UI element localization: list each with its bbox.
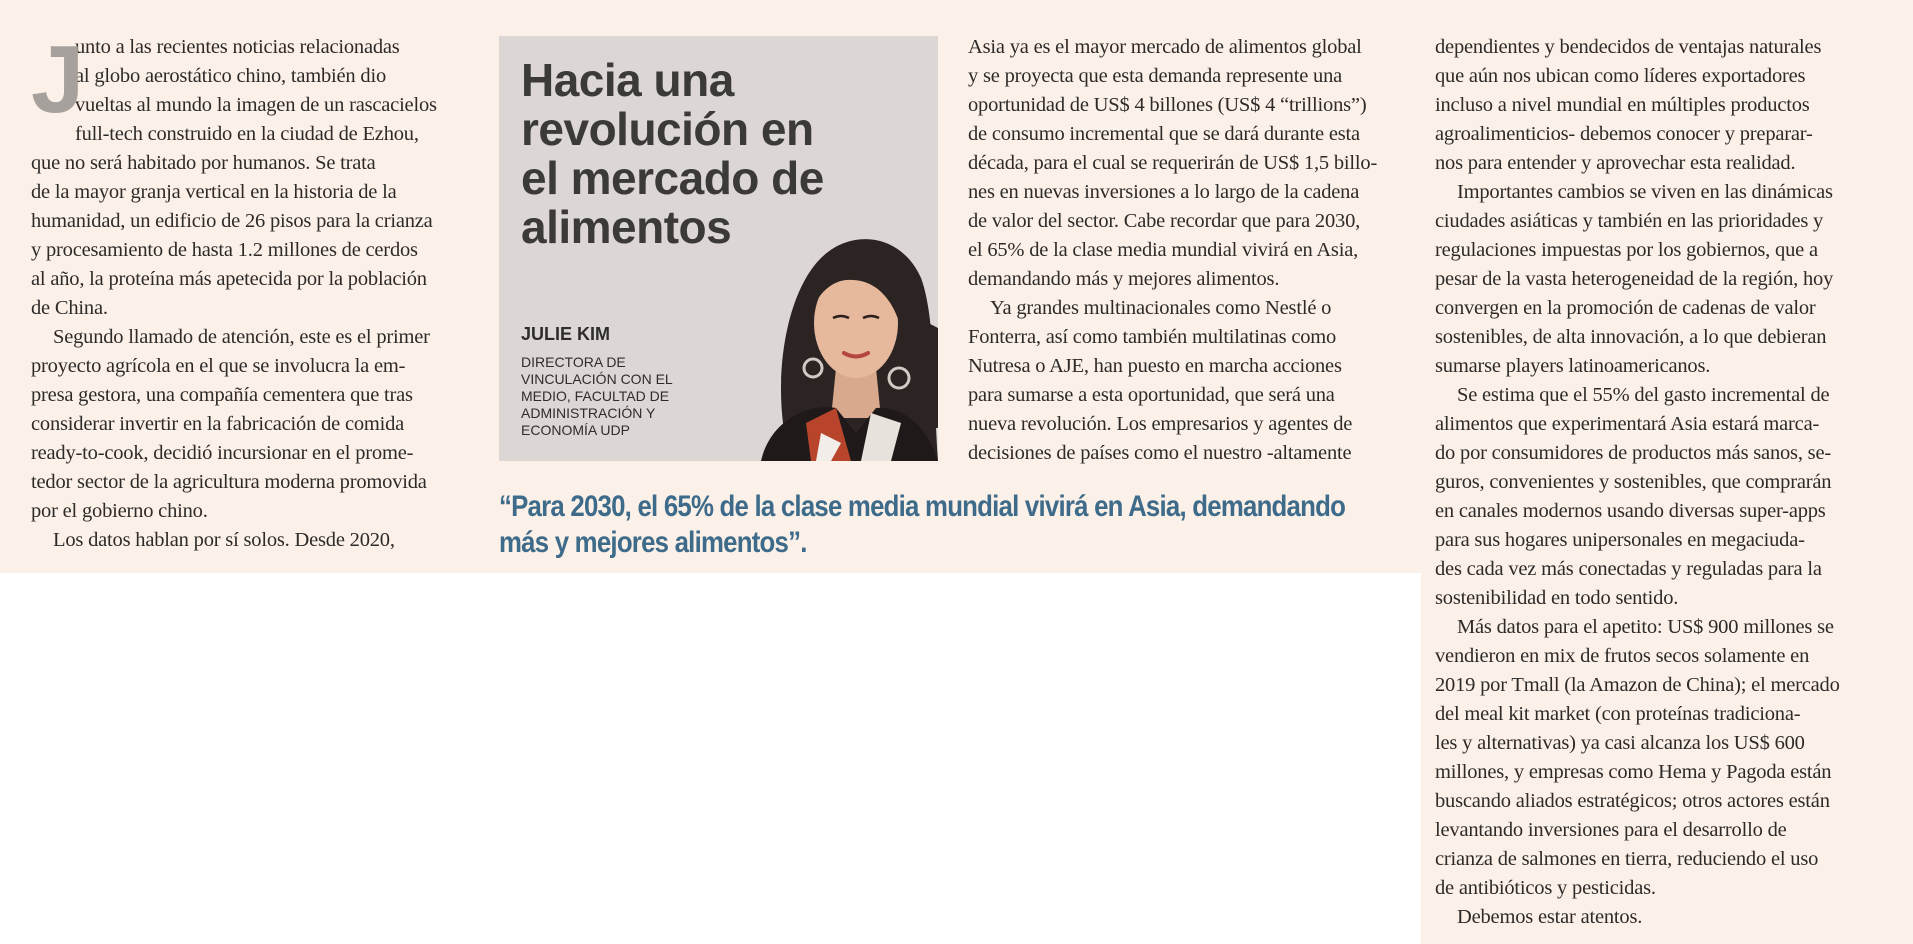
text-line: nueva revolución. Los empresarios y agentes de	[968, 413, 1353, 435]
text-line: al año, la proteína más apetecida por la población	[31, 268, 427, 290]
text-line: pesar de la vasta heterogeneidad de la región, hoy	[1435, 268, 1834, 290]
text-line: Fonterra, así como también multilatinas como	[968, 326, 1337, 348]
author-role-line: DIRECTORA DE	[521, 354, 626, 370]
text-line: que aún nos ubican como líderes exportadores	[1435, 65, 1806, 87]
text-line: alimentos que experimentará Asia estará marca-	[1435, 413, 1820, 435]
text-line: humanidad, un edificio de 26 pisos para la crianza	[31, 210, 433, 232]
text-line: Los datos hablan por sí solos. Desde 2020,	[53, 529, 395, 551]
text-line: demandando más y mejores alimentos.	[968, 268, 1280, 290]
text-line: Ya grandes multinacionales como Nestlé o	[990, 297, 1332, 319]
text-line: Segundo llamado de atención, este es el primer	[53, 326, 430, 348]
text-line: ready-to-cook, decidió incursionar en el prome-	[31, 442, 414, 464]
text-line: decisiones de países como el nuestro -altamente	[968, 442, 1352, 464]
text-line: sumarse players latinoamericanos.	[1435, 355, 1711, 377]
text-line: para sumarse a esta oportunidad, que será una	[968, 384, 1335, 406]
text-line: en canales modernos usando diversas super-apps	[1435, 500, 1826, 522]
text-line: de la mayor granja vertical en la historia de la	[31, 181, 397, 203]
text-line: convergen en la promoción de cadenas de valor	[1435, 297, 1816, 319]
text-line: vendieron en mix de frutos secos solamente en	[1435, 645, 1810, 667]
text-line: oportunidad de US$ 4 billones (US$ 4 “trillions”)	[968, 94, 1367, 116]
text-line: buscando aliados estratégicos; otros actores están	[1435, 790, 1830, 812]
text-line: des cada vez más conectadas y reguladas para la	[1435, 558, 1822, 580]
headline-line: Hacia una	[521, 54, 734, 106]
pull-quote	[499, 489, 1346, 561]
author-portrait	[751, 218, 938, 461]
text-line: que no será habitado por humanos. Se trata	[31, 152, 376, 174]
article-column-3	[968, 33, 1408, 468]
author-role-line: MEDIO, FACULTAD DE	[521, 388, 670, 404]
text-line: presa gestora, una compañía cementera que tras	[31, 384, 413, 406]
drop-cap-block	[31, 26, 471, 149]
text-line: década, para el cual se requerirán de US$ 1,5 billo-	[968, 152, 1378, 174]
text-line: Más datos para el apetito: US$ 900 millones se	[1457, 616, 1834, 638]
text-line: del meal kit market (con proteínas tradiciona-	[1435, 703, 1801, 725]
text-line: al globo aerostático chino, también dio	[75, 65, 387, 87]
text-line: do por consumidores de productos más sanos, se-	[1435, 442, 1831, 464]
text-line: nos para entender y aprovechar esta realidad.	[1435, 152, 1796, 174]
text-line: y procesamiento de hasta 1.2 millones de cerdos	[31, 239, 418, 261]
author-role-line: VINCULACIÓN CON EL	[521, 371, 673, 387]
text-line: millones, y empresas como Hema y Pagoda están	[1435, 761, 1832, 783]
text-line: unto a las recientes noticias relacionadas	[75, 36, 400, 58]
text-line: 2019 por Tmall (la Amazon de China); el mercado	[1435, 674, 1840, 696]
text-line: regulaciones impuestas por los gobiernos, que a	[1435, 239, 1818, 261]
text-line: full-tech construido en la ciudad de Ezhou,	[75, 123, 419, 145]
text-line: y se proyecta que esta demanda represente una	[968, 65, 1343, 87]
text-line: nes en nuevas inversiones a lo largo de la cadena	[968, 181, 1360, 203]
text-line: considerar invertir en la fabricación de comida	[31, 413, 405, 435]
pull-quote-line: “Para 2030, el 65% de la clase media mundial vivirá en Asia, demandando	[499, 490, 1346, 523]
text-line: Nutresa o AJE, han puesto en marcha acciones	[968, 355, 1342, 377]
text-line: Importantes cambios se viven en las dinámicas	[1457, 181, 1833, 203]
article-column-4	[1435, 33, 1875, 932]
headline-line: revolución en	[521, 103, 814, 155]
text-line: les y alternativas) ya casi alcanza los US$ 600	[1435, 732, 1805, 754]
text-line: Se estima que el 55% del gasto incremental de	[1457, 384, 1830, 406]
text-line: incluso a nivel mundial en múltiples productos	[1435, 94, 1810, 116]
text-line: vueltas al mundo la imagen de un rascacielos	[75, 94, 437, 116]
text-line: por el gobierno chino.	[31, 500, 208, 522]
pull-quote-line: más y mejores alimentos”.	[499, 526, 807, 559]
text-line: proyecto agrícola en el que se involucra la em-	[31, 355, 406, 377]
text-line: Asia ya es el mayor mercado de alimentos global	[968, 36, 1362, 58]
author-role-line: ADMINISTRACIÓN Y	[521, 405, 656, 421]
text-line: agroalimenticios- debemos conocer y preparar-	[1435, 123, 1813, 145]
text-line: guros, convenientes y sostenibles, que comprarán	[1435, 471, 1832, 493]
article-column-1	[31, 26, 471, 555]
text-line: Debemos estar atentos.	[1457, 906, 1643, 928]
title-box	[499, 36, 938, 461]
text-line: ciudades asiáticas y también en las prioridades y	[1435, 210, 1824, 232]
text-line: de China.	[31, 297, 108, 319]
text-line: tedor sector de la agricultura moderna promovida	[31, 471, 427, 493]
text-line: para sus hogares unipersonales en megaciuda-	[1435, 529, 1805, 551]
headline-line: alimentos	[521, 201, 732, 253]
text-line: sostenibilidad en todo sentido.	[1435, 587, 1679, 609]
author-name: JULIE KIM	[521, 324, 611, 344]
text-line: de antibióticos y pesticidas.	[1435, 877, 1656, 899]
text-line: sostenibles, de alta innovación, a lo que debieran	[1435, 326, 1827, 348]
text-line: el 65% de la clase media mundial vivirá en Asia,	[968, 239, 1359, 261]
text-line: dependientes y bendecidos de ventajas naturales	[1435, 36, 1822, 58]
headline-line: el mercado de	[521, 152, 824, 204]
author-role	[521, 354, 673, 439]
text-line: de valor del sector. Cabe recordar que para 2030,	[968, 210, 1361, 232]
drop-cap: J	[31, 26, 85, 133]
author-role-line: ECONOMÍA UDP	[521, 422, 630, 438]
text-line: de consumo incremental que se dará durante esta	[968, 123, 1360, 145]
text-line: levantando inversiones para el desarrollo de	[1435, 819, 1787, 841]
text-line: crianza de salmones en tierra, reduciendo el uso	[1435, 848, 1819, 870]
